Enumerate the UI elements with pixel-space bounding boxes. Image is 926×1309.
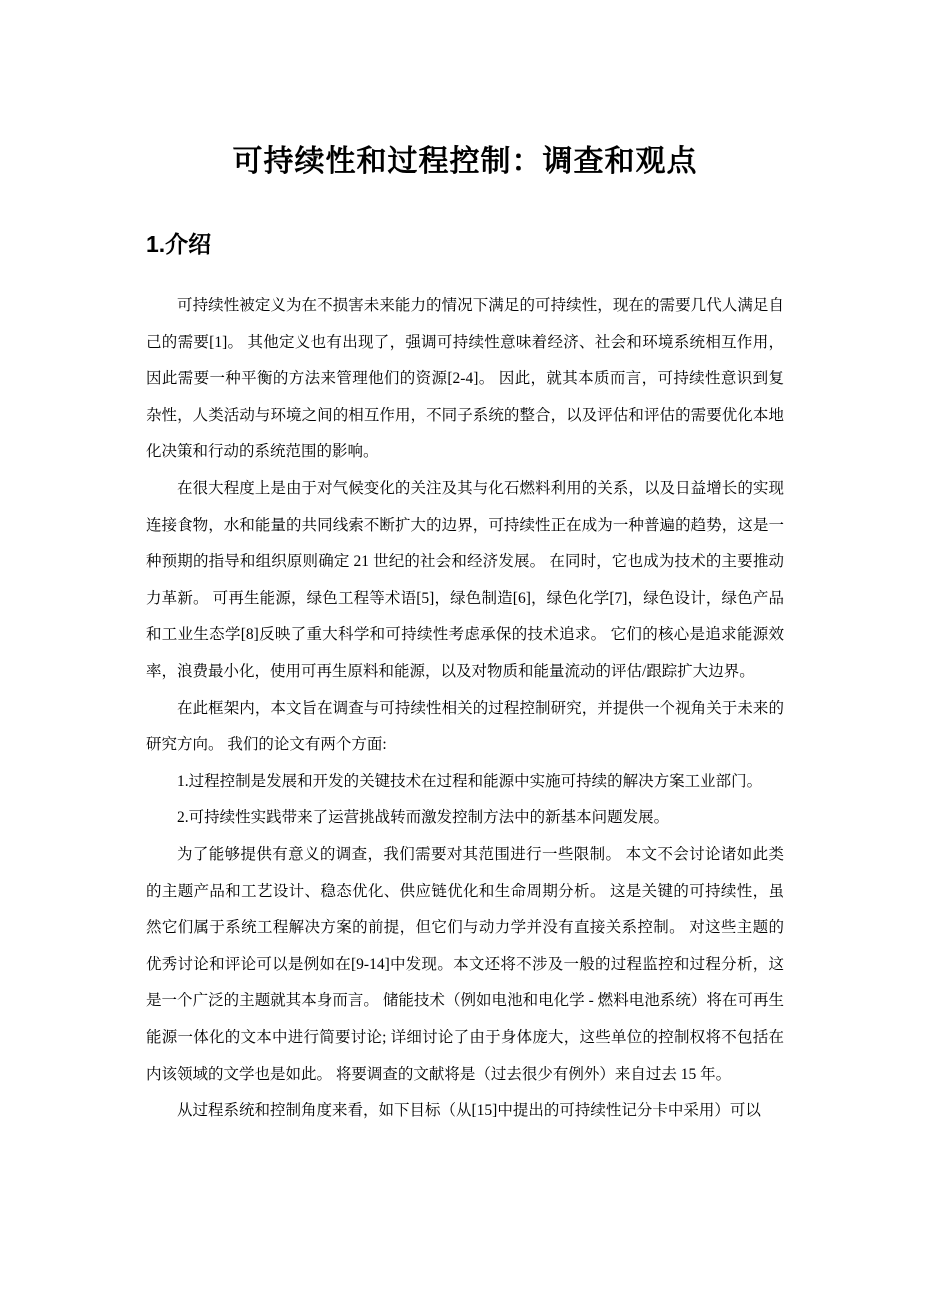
- paragraph-2: 在很大程度上是由于对气候变化的关注及其与化石燃料利用的关系，以及日益增长的实现连接食物，水和能量的共同线索不断扩大的边界，可持续性正在成为一种普遍的趋势，这是一种预期的指导和组织原则确定 21 世纪的社会和经济发展。 在同时，它也成为技术的主要推动力革新。 可再生能源，绿色工程等术语[5]，绿色制造[6]，绿色化学[7]，绿色设计，绿色产品和工业生态学[8]反映了重大科学和可持续性考虑承保的技术追求。 它们的核心是追求能源效率，浪费最小化，使用可再生原料和能源，以及对物质和能量流动的评估/跟踪扩大边界。: [146, 480, 784, 681]
- list-item-1: 1.过程控制是发展和开发的关键技术在过程和能源中实施可持续的解决方案工业部门。: [177, 772, 763, 790]
- paragraph-4: 为了能够提供有意义的调查，我们需要对其范围进行一些限制。 本文不会讨论诸如此类的主题产品和工艺设计、稳态优化、供应链优化和生命周期分析。 这是关键的可持续性，虽然它们属于系统工程解决方案的前提，但它们与动力学并没有直接关系控制。 对这些主题的优秀讨论和评论可以是例如在[9-14]中发现。本文还将不涉及一般的过程监控和过程分析，这是一个广泛的主题就其本身而言。 储能技术（例如电池和电化学 - 燃料电池系统）将在可再生能源一体化的文本中进行简要讨论; 详细讨论了由于身体庞大，这些单位的控制权将不包括在内该领域的文学也是如此。 将要调查的文献将是（过去很少有例外）来自过去 15 年。: [146, 846, 784, 1083]
- paragraph-1: 可持续性被定义为在不损害未来能力的情况下满足的可持续性，现在的需要几代人满足自己的需要[1]。 其他定义也有出现了，强调可持续性意味着经济、社会和环境系统相互作用，因此需要一种平衡的方法来管理他们的资源[2-4]。 因此，就其本质而言，可持续性意识到复杂性，人类活动与环境之间的相互作用，不同子系统的整合，以及评估和评估的需要优化本地化决策和行动的系统范围的影响。: [146, 297, 784, 461]
- document-body: [146, 288, 784, 1130]
- section-heading-introduction: 1.介绍: [146, 230, 212, 257]
- paragraph-3: 在此框架内，本文旨在调查与可持续性相关的过程控制研究，并提供一个视角关于未来的研究方向。 我们的论文有两个方面:: [146, 699, 784, 754]
- paragraph-5: 从过程系统和控制角度来看，如下目标（从[15]中提出的可持续性记分卡中采用）可以: [177, 1102, 761, 1120]
- list-item-2: 2.可持续性实践带来了运营挑战转而激发控制方法中的新基本问题发展。: [177, 809, 670, 827]
- document-title: 可持续性和过程控制：调查和观点: [232, 145, 698, 178]
